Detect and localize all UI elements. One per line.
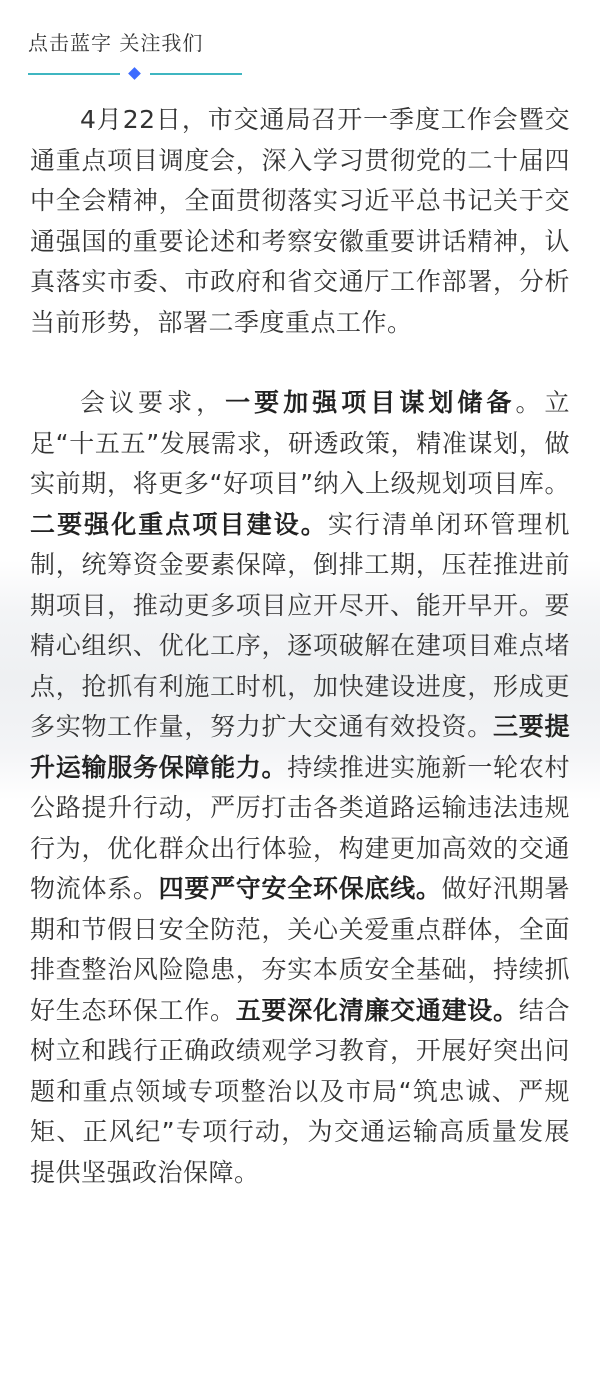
bold-point-2: 二要强化重点项目建设。 xyxy=(30,509,328,539)
text-segment: 结合树立和践行正确政绩观学习教育，开展好突出问题和重点领域专项整治以及市局“筑忠诚、严规矩、正风纪”专项行动，为交通运输高质量发展提供坚强政治保障。 xyxy=(30,995,570,1187)
diamond-icon xyxy=(128,67,141,80)
text-segment: 实行清单闭环管理机制，统筹资金要素保障，倒排工期，压茬推进前期项目，推动更多项目应开尽开、能开早开。要精心组织、优化工序，逐项破解在建项目难点堵点，抢抓有利施工时机，加快建设进度，形成更多实物工作量，努力扩大交通有效投资。 xyxy=(30,509,570,741)
divider-line-right xyxy=(150,73,242,75)
header-divider xyxy=(28,68,242,80)
bold-point-3: 三要提升运输服务保障能力。 xyxy=(30,712,570,782)
follow-header xyxy=(28,28,242,78)
text-segment: 做好汛期暑期和节假日安全防范，关心关爱重点群体，全面排查整治风险隐患，夯实本质安全基础，持续抓好生态环保工作。 xyxy=(30,874,570,1025)
divider-line-left xyxy=(28,73,120,75)
text-segment: 会议要求， xyxy=(80,388,226,417)
article-body xyxy=(30,100,570,1193)
follow-prompt[interactable]: 点击蓝字 关注我们 xyxy=(28,31,204,55)
text-segment: 。立足“十五五”发展需求，研透政策，精准谋划，做实前期，将更多“好项目”纳入上级规划项目库。 xyxy=(30,388,570,498)
bold-point-4: 四要严守安全环保底线。 xyxy=(158,874,442,903)
paragraph-intro: 4月22日，市交通局召开一季度工作会暨交通重点项目调度会，深入学习贯彻党的二十届四中全会精神，全面贯彻落实习近平总书记关于交通强国的重要论述和考察安徽重要讲话精神，认真落实市委、市政府和省交通厅工作部署，分析当前形势，部署二季度重点工作。 xyxy=(30,105,570,337)
bold-point-1: 一要加强项目谋划储备 xyxy=(225,388,516,417)
paragraph-requirements xyxy=(30,383,570,1193)
text-segment: 持续推进实施新一轮农村公路提升行动，严厉打击各类道路运输违法违规行为，优化群众出行体验，构建更加高效的交通物流体系。 xyxy=(30,752,570,903)
bold-point-5: 五要深化清廉交通建设。 xyxy=(235,995,519,1025)
